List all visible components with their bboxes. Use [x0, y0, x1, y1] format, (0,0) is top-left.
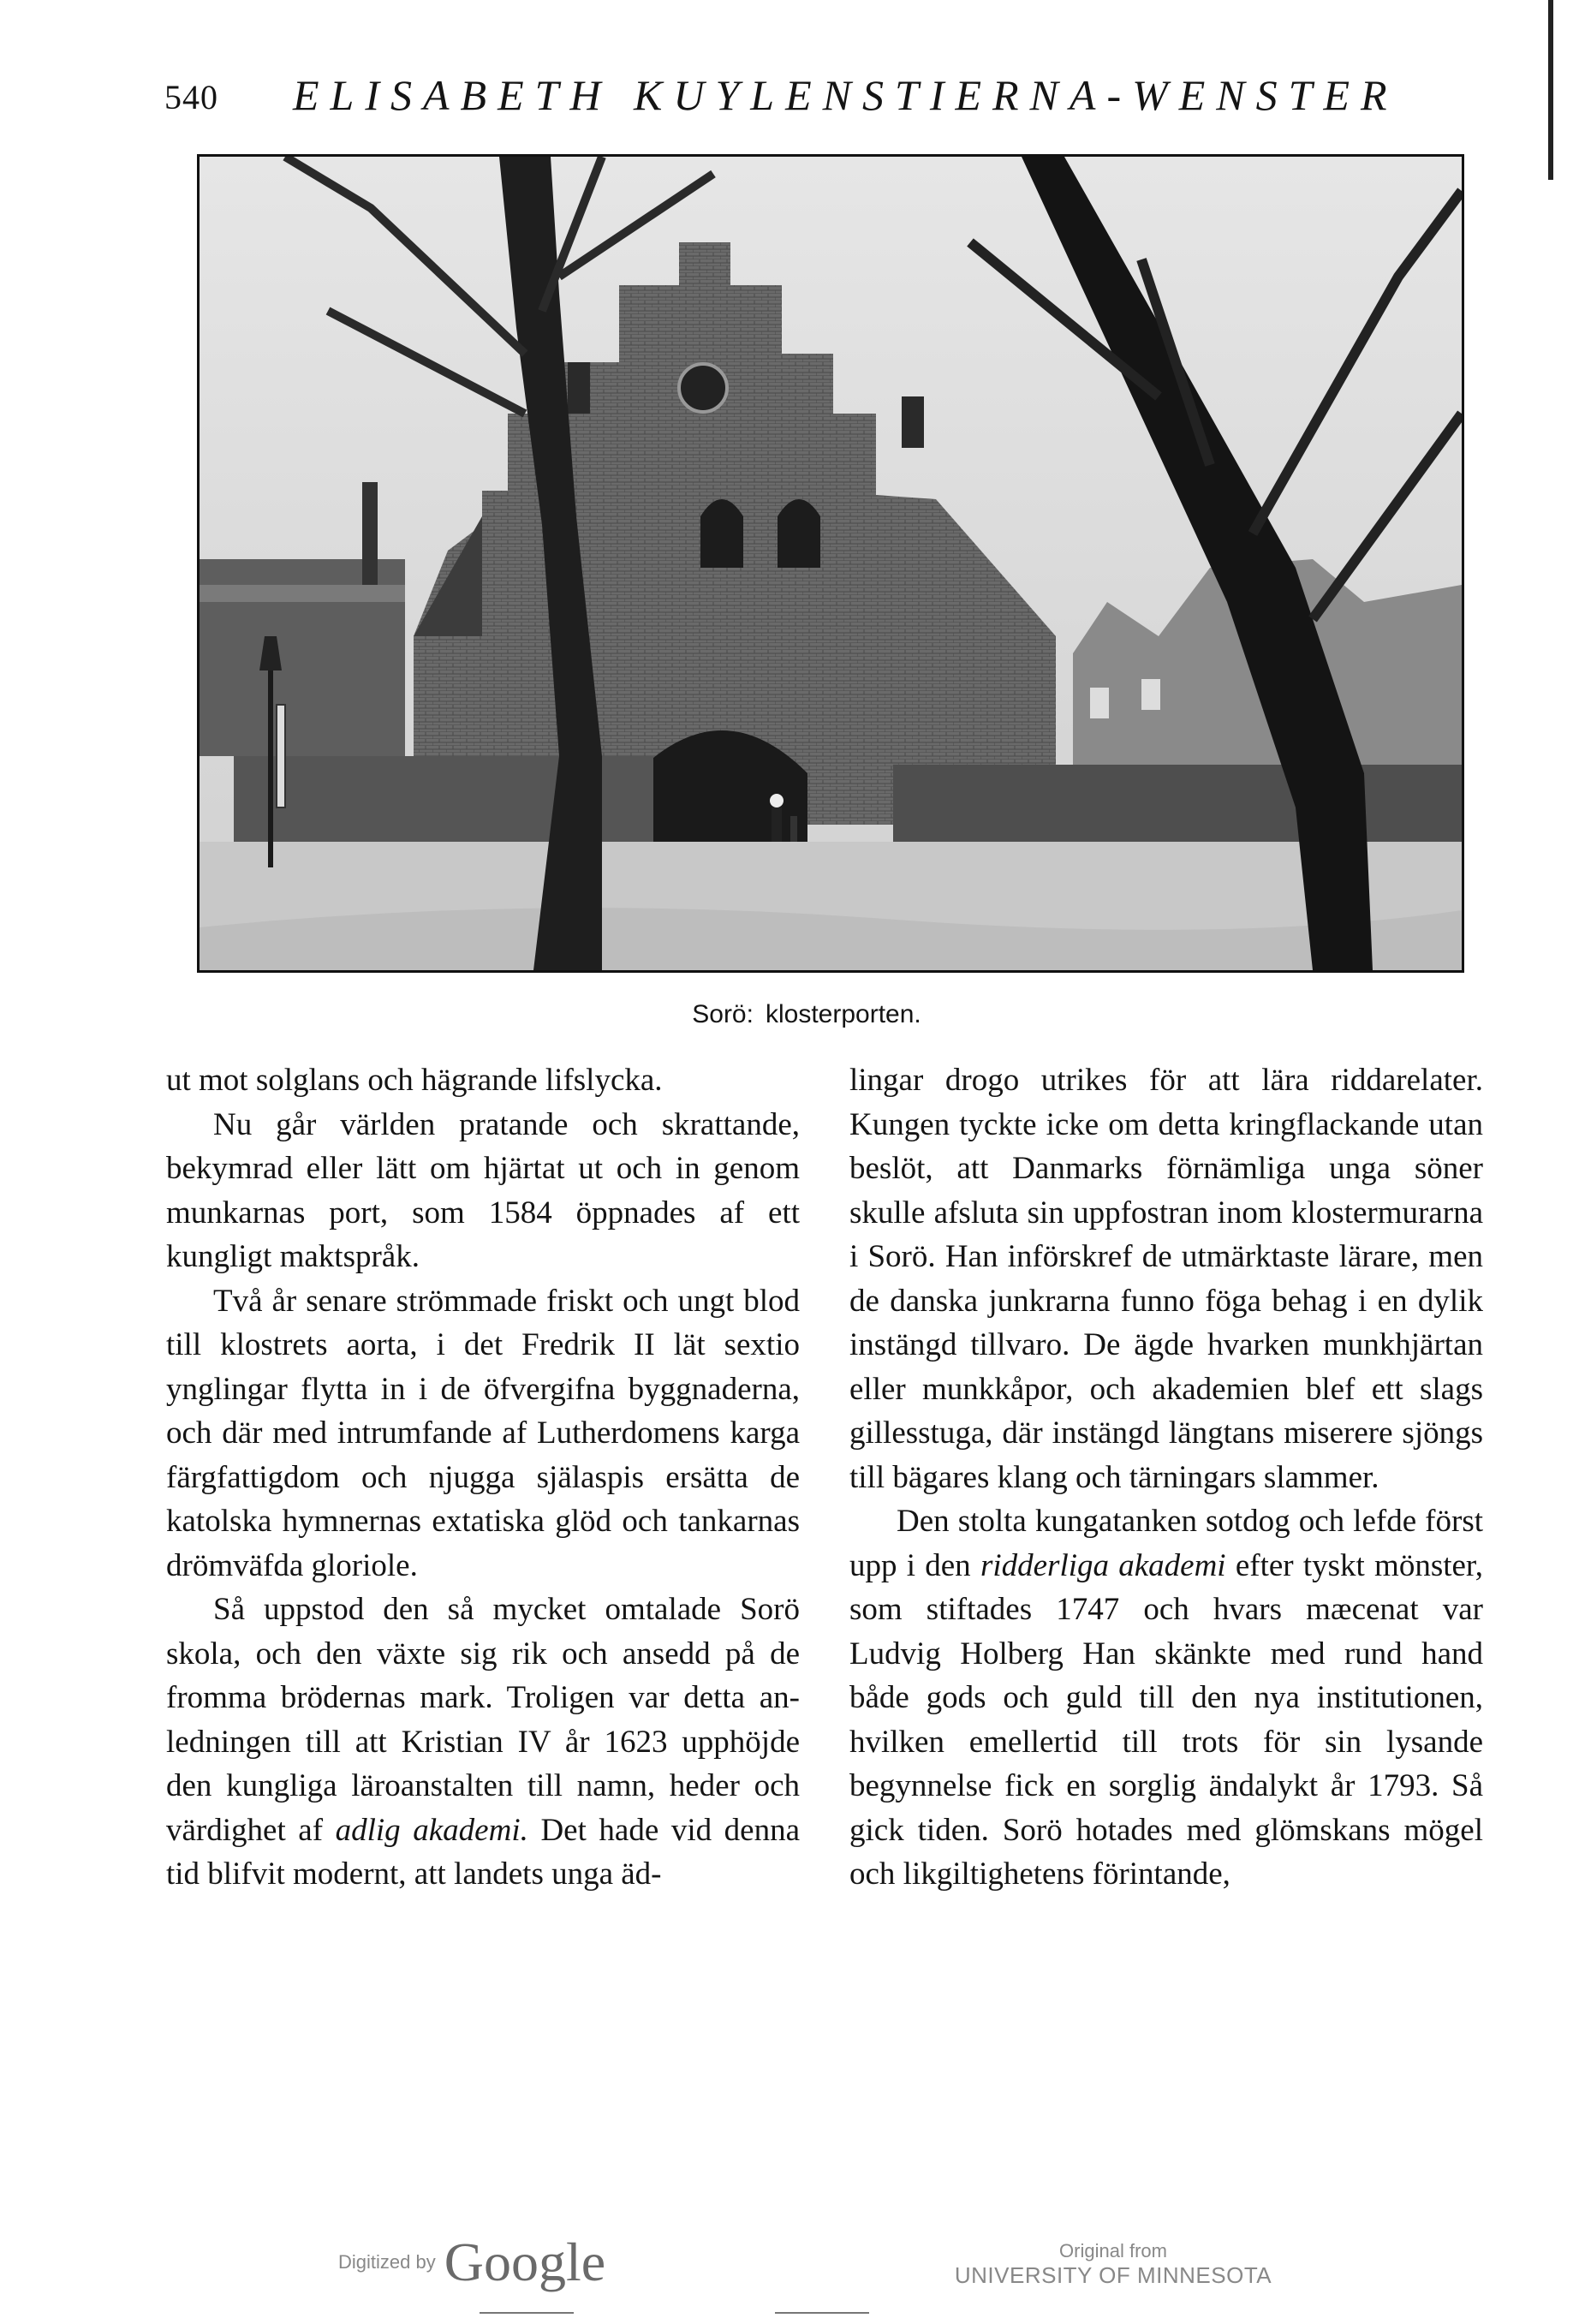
paragraph — [166, 1588, 800, 1897]
caption-place: Sorö: — [692, 1000, 754, 1028]
paragraph-text: efter tyskt mönster, som stiftades 1747 och hvars mæcenat var Ludvig Holberg Han skänkte med rund hand både gods och guld till den nya institutionen, hvilken emellertid till trots för sin lysande begynnelse fick en sorglig ändalykt år 1793. Så gick tiden. Sorö hotades med glömskans mögel och likgiltighetens förintande, — [849, 1547, 1484, 1892]
digitized-by-google — [338, 2231, 605, 2294]
italic-term-ridderliga-akademi: ridderliga akademi — [980, 1547, 1226, 1583]
page-header — [164, 70, 1398, 130]
university-name: UNIVERSITY OF MINNESOTA — [954, 2262, 1272, 2288]
footer-rule — [480, 2312, 574, 2314]
running-title: ELISABETH KUYLENSTIERNA-WENSTER — [293, 71, 1398, 119]
page-number: 540 — [164, 78, 218, 116]
original-from-label: Original from — [1059, 2240, 1167, 2261]
digitized-by-label: Digitized by — [338, 2251, 436, 2273]
right-column — [849, 1058, 1483, 1897]
google-logo: Google — [444, 2232, 606, 2292]
paragraph — [849, 1499, 1483, 1897]
photo-illustration — [200, 157, 1462, 970]
paragraph: Två år senare strömmade friskt och ungt blod till klostrets aorta, i det Fredrik II lät sextio ynglingar flytta in i de öfvergifna byggnaderna, och där med intrumfande af Lutherdomens karga färgfattigdom och njugga själaspis ersätta de katolska hymnernas extatiska glöd och tankarnas drömväfda gloriole. — [166, 1283, 800, 1583]
figure-caption — [0, 1000, 1579, 1029]
left-column — [166, 1058, 800, 1897]
photo-soro-klosterporten — [197, 154, 1464, 973]
paragraph: Nu går världen pratande och skrattande, bekymrad eller lätt om hjärtat ut och in genom munkarnas port, som 1584 öppnades af ett kungligt maktspråk. — [166, 1106, 800, 1274]
paragraph-text: Det hade vid denna tid blifvit modernt, att landets unga äd- — [166, 1812, 801, 1892]
footer-rule — [775, 2312, 869, 2314]
paragraph-text: Den stolta kungatanken sotdog och lefde först upp i den — [849, 1504, 1483, 1583]
caption-text: klosterporten. — [765, 1000, 921, 1028]
paragraph: ut mot solglans och hägrande lifslycka. — [166, 1063, 663, 1098]
italic-term-adlig-akademi: adlig akademi. — [335, 1812, 528, 1848]
paragraph-text: Så uppstod den så mycket omtalade Sorö skola, och den växte sig rik och ansedd på de fromma brödernas mark. Troligen var detta anledningen till att Kristian IV år 1623 upphöjde den kungliga läroanstalten till namn, heder och värdighet af — [166, 1592, 800, 1848]
original-from-credit — [925, 2240, 1302, 2289]
paragraph: lingar drogo utrikes för att lära riddarelater. Kungen tyckte icke om detta kringflackande utan beslöt, att Danmarks förnämliga unga söner skulle afsluta sin uppfostran inom klostermurarna i Sorö. Han införskref de utmärktaste lärare, men de danska junkrarna funno föga behag i en dylik instängd tillvaro. De ägde hvarken munkhjärtan eller munkkåpor, och akademien blef ett slags gillesstuga, där instängd längtans miserere sjöngs till bägares klang och tärningars slammer. — [849, 1063, 1483, 1495]
scan-edge-mark — [1548, 0, 1553, 180]
